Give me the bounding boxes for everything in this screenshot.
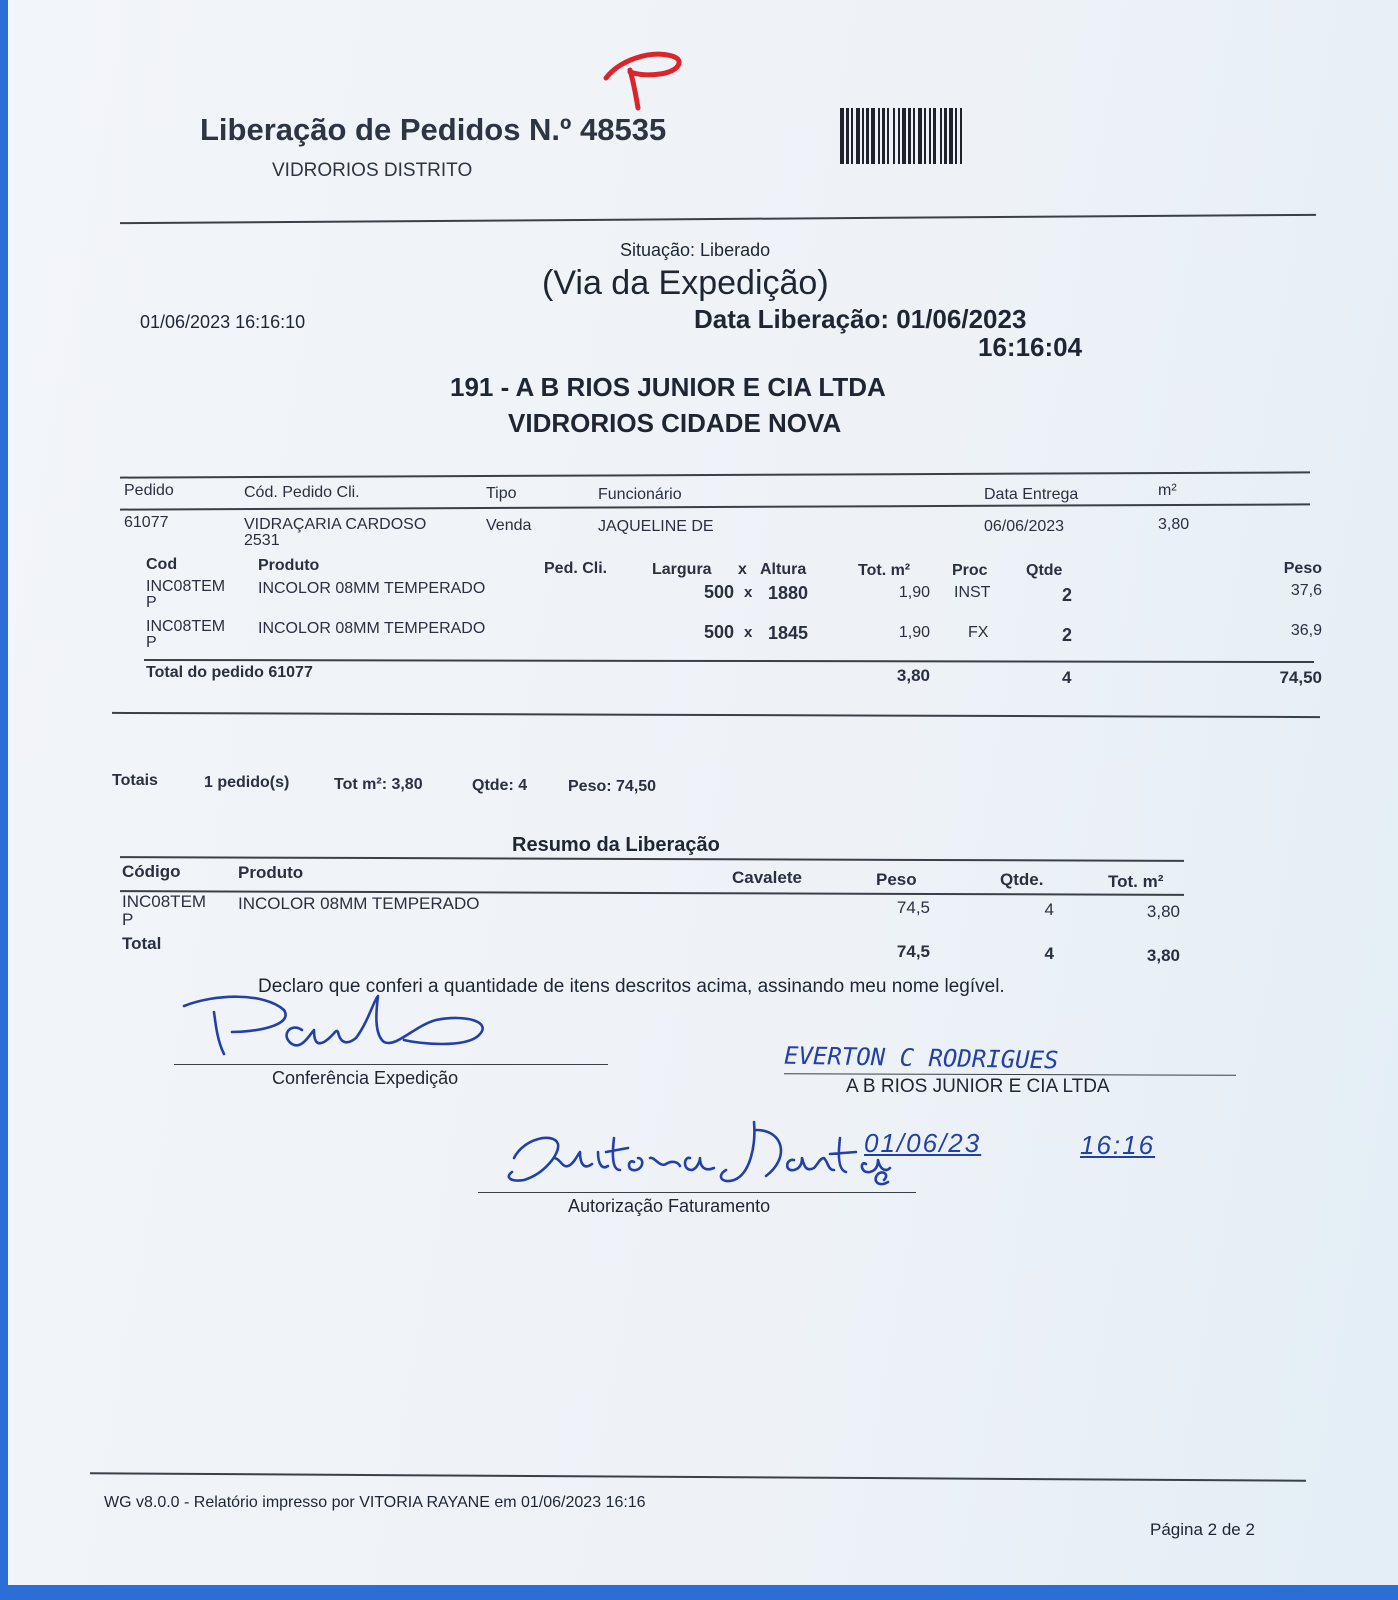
item-proc: FX xyxy=(968,624,989,641)
item-header-altura: Altura xyxy=(760,561,807,578)
header-cod-pedido-cli: Cód. Pedido Cli. xyxy=(244,484,360,501)
totals-label: Totais xyxy=(112,772,158,789)
order-total-label: Total do pedido 61077 xyxy=(146,664,313,681)
summary-header-peso: Peso xyxy=(876,870,917,889)
item-peso: 36,9 xyxy=(1290,622,1322,639)
barcode-bar xyxy=(960,108,962,164)
barcode-bar xyxy=(862,108,864,164)
barcode-bar xyxy=(955,108,957,164)
order-m2: 3,80 xyxy=(1158,516,1190,533)
order-pedido: 61077 xyxy=(124,514,169,531)
conferencia-signature xyxy=(174,992,504,1068)
item-altura: 1880 xyxy=(768,583,809,603)
barcode-bar xyxy=(902,108,906,164)
item-x: x xyxy=(744,584,753,601)
totals-qtde: Qtde: 4 xyxy=(472,777,528,794)
barcode-bar xyxy=(940,108,942,164)
summary-codigo-suffix: P xyxy=(122,910,134,929)
item-tot-m2: 1,90 xyxy=(898,624,930,641)
barcode-bar xyxy=(918,108,922,164)
barcode-bar xyxy=(840,108,844,164)
header-data-entrega: Data Entrega xyxy=(984,486,1079,503)
summary-title: Resumo da Liberação xyxy=(512,834,720,856)
item-header-x: x xyxy=(738,561,747,578)
order-total-m2: 3,80 xyxy=(896,666,930,685)
barcode-bar xyxy=(949,108,953,164)
item-largura: 500 xyxy=(703,582,734,602)
order-total-peso: 74,50 xyxy=(1279,668,1322,687)
order-cod-pedido-cli: VIDRAÇARIA CARDOSO xyxy=(244,516,427,533)
barcode-bar xyxy=(878,108,880,164)
barcode-bar xyxy=(898,108,900,164)
totals-peso: Peso: 74,50 xyxy=(568,778,657,795)
document-title: Liberação de Pedidos N.º 48535 xyxy=(200,112,667,147)
summary-header-tot-m2: Tot. m² xyxy=(1108,872,1164,891)
barcode-bar xyxy=(866,108,869,164)
barcode-bar xyxy=(851,108,853,164)
item-header-largura: Largura xyxy=(652,561,712,578)
barcode-bar xyxy=(893,108,895,164)
item-peso: 37,6 xyxy=(1290,582,1322,599)
item-tot-m2: 1,90 xyxy=(898,584,930,601)
totals-m2: Tot m²: 3,80 xyxy=(334,776,423,793)
header-divider xyxy=(120,503,1310,510)
client-name: 191 - A B RIOS JUNIOR E CIA LTDA xyxy=(450,372,886,402)
item-cod-suffix: P xyxy=(146,634,157,651)
item-header-peso: Peso xyxy=(1283,560,1322,577)
footer-page-number: Página 2 de 2 xyxy=(1150,1520,1255,1539)
item-header-qtde: Qtde xyxy=(1026,562,1063,579)
item-header-ped-cli: Ped. Cli. xyxy=(544,560,608,577)
release-time: 16:16:04 xyxy=(978,332,1083,362)
barcode-bar xyxy=(882,108,885,164)
order-data-entrega: 06/06/2023 xyxy=(984,518,1065,535)
footer-report: WG v8.0.0 - Relatório impresso por VITORIA RAYANE em 01/06/2023 16:16 xyxy=(104,1494,646,1511)
autorizacao-line xyxy=(478,1192,916,1193)
item-x: x xyxy=(744,624,753,641)
item-altura: 1845 xyxy=(768,623,809,643)
item-produto: INCOLOR 08MM TEMPERADO xyxy=(258,620,486,637)
summary-produto: INCOLOR 08MM TEMPERADO xyxy=(238,894,480,913)
conferencia-label: Conferência Expedição xyxy=(272,1068,459,1088)
item-header-cod: Cod xyxy=(146,556,178,573)
item-largura: 500 xyxy=(703,622,734,642)
summary-qtde: 4 xyxy=(1044,900,1054,919)
autorizacao-signature xyxy=(494,1118,894,1202)
item-produto: INCOLOR 08MM TEMPERADO xyxy=(258,580,486,597)
via-label: (Via da Expedição) xyxy=(542,264,829,302)
barcode-bar xyxy=(846,108,849,164)
items-divider xyxy=(144,659,1314,663)
company-signature: EVERTON C RODRIGUES xyxy=(783,1041,1059,1075)
totals-pedidos: 1 pedido(s) xyxy=(204,774,290,791)
barcode-bar xyxy=(913,108,915,164)
company-name: VIDRORIOS DISTRITO xyxy=(272,160,473,181)
divider xyxy=(120,214,1316,224)
red-p-mark xyxy=(600,48,692,114)
barcode-bar xyxy=(924,108,926,164)
declaration-text: Declaro que conferi a quantidade de itens descritos acima, assinando meu nome legível. xyxy=(258,976,1005,997)
handwritten-date: 01/06/23 xyxy=(864,1128,982,1158)
order-bottom-border xyxy=(112,712,1320,718)
document-page xyxy=(8,0,1398,1585)
barcode-bar xyxy=(856,108,860,164)
barcode-bar xyxy=(944,108,947,164)
item-qtde: 2 xyxy=(1062,585,1073,605)
barcode-bar xyxy=(933,108,936,164)
item-cod-suffix: P xyxy=(146,594,157,611)
barcode-bar xyxy=(887,108,889,164)
summary-total-qtde: 4 xyxy=(1044,944,1054,963)
status-text: Situação: Liberado xyxy=(620,240,771,260)
barcode-bar xyxy=(929,108,931,164)
item-proc: INST xyxy=(954,584,991,601)
order-funcionario: JAQUELINE DE xyxy=(598,518,714,535)
header-pedido: Pedido xyxy=(124,482,174,499)
barcode-bar xyxy=(908,108,911,164)
item-header-proc: Proc xyxy=(952,562,988,579)
summary-header-cavalete: Cavalete xyxy=(732,868,802,887)
summary-peso: 74,5 xyxy=(896,898,930,917)
order-total-qtde: 4 xyxy=(1062,668,1072,687)
item-cod: INC08TEM xyxy=(146,578,226,595)
client-store: VIDRORIOS CIDADE NOVA xyxy=(508,408,842,438)
summary-top-border xyxy=(120,856,1184,862)
summary-header-qtde: Qtde. xyxy=(1000,870,1044,889)
barcode xyxy=(840,108,1054,164)
summary-header-produto: Produto xyxy=(238,863,304,882)
item-cod: INC08TEM xyxy=(146,618,226,635)
release-date: Data Liberação: 01/06/2023 xyxy=(694,304,1027,334)
summary-codigo: INC08TEM xyxy=(122,892,207,911)
autorizacao-label: Autorização Faturamento xyxy=(568,1196,771,1216)
summary-tot-m2: 3,80 xyxy=(1146,902,1180,921)
item-header-produto: Produto xyxy=(258,557,320,574)
item-header-tot-m2: Tot. m² xyxy=(858,562,911,579)
handwritten-time: 16:16 xyxy=(1080,1130,1156,1160)
barcode-bar xyxy=(871,108,875,164)
item-qtde: 2 xyxy=(1062,625,1073,645)
header-tipo: Tipo xyxy=(486,485,517,502)
order-cod-pedido-cli-2: 2531 xyxy=(244,532,280,549)
footer-divider xyxy=(90,1472,1306,1481)
header-funcionario: Funcionário xyxy=(598,486,682,503)
summary-total-label: Total xyxy=(122,934,162,953)
order-tipo: Venda xyxy=(486,517,532,534)
summary-header-codigo: Código xyxy=(122,862,181,881)
summary-total-peso: 74,5 xyxy=(896,942,930,961)
company-signature-label: A B RIOS JUNIOR E CIA LTDA xyxy=(846,1076,1110,1097)
conferencia-line xyxy=(174,1064,608,1065)
header-m2: m² xyxy=(1158,482,1177,499)
summary-total-tot-m2: 3,80 xyxy=(1146,946,1180,965)
table-top-border xyxy=(120,471,1310,478)
printed-timestamp: 01/06/2023 16:16:10 xyxy=(140,312,306,332)
